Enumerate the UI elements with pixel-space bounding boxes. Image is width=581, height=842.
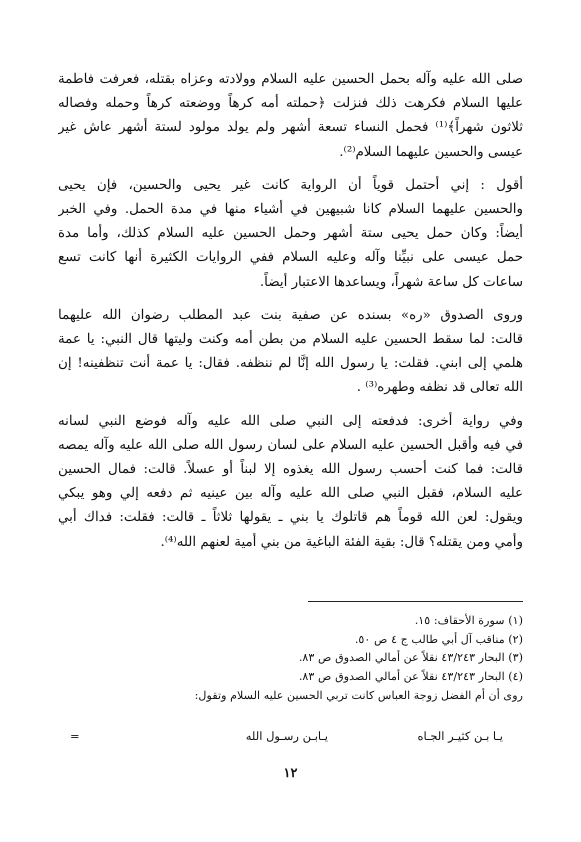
text-line: ثلاثون شهراً﴾⁽¹⁾ فحمل النساء تسعة أشهر ولم يولد مولود لستة أشهر عاش غير: [58, 120, 523, 136]
page-number: ١٢: [283, 766, 298, 781]
text-line: أقول : إني أحتمل قوياً أن الرواية كانت غير يحيى والحسين، فإن يحيى: [58, 177, 523, 193]
text-line: وفي رواية أخرى: فدفعته إلى النبي صلى الله عليه وآله فوضع النبي لسانه: [58, 413, 523, 429]
footnotes: [90, 612, 523, 706]
text-line: عليها السلام فكرهت ذلك فنزلت ﴿حملته أمه كرهاً ووضعته كرهاً وحمله وفصاله: [58, 96, 523, 112]
footnote: (١) سورة الأحقاف: ١٥.: [414, 614, 523, 627]
footnote: (٢) مناقب آل أبي طالب ج ٤ ص ٥٠.: [354, 632, 523, 646]
paragraph-3: [58, 304, 523, 401]
text-line: وأمي ومن يقتله؟ قال: بقية الفئة الباغية من بني أمية لعنهم الله⁽⁴⁾.: [160, 534, 523, 550]
footnote: (٣) البحار ٤٣/٢٤٣ نقلاً عن أمالي الصدوق ص ٨٣.: [298, 651, 523, 665]
text-line: عليه السلام، فقبل النبي صلى الله عليه وآله بين عينيه ثم دفعه إلي وهو يبكي: [58, 486, 523, 502]
paragraph-2: [58, 174, 523, 295]
continuation-mark: =: [70, 729, 80, 743]
verse-line: [70, 729, 523, 749]
paragraph-4: [58, 410, 523, 555]
text-line: هلمي إلى ابني. فقلت: يا رسول الله إنَّا لم ننظفه. فقال: يا عمة أنت تنظفينه! إن: [58, 356, 523, 372]
paragraph-1: [58, 68, 523, 165]
text-line: صلى الله عليه وآله بحمل الحسين عليه السلام وولادته وعزاه بقتله، فعرفت فاطمة: [58, 72, 523, 87]
footnote-note: روى أن أم الفضل زوجة العباس كانت تربي الحسين عليه السلام وتقول:: [194, 689, 523, 703]
footnote: (٤) البحار ٤٣/٢٤٣ نقلاً عن أمالي الصدوق ص ٨٣.: [298, 669, 523, 683]
footnote-divider: [308, 601, 523, 602]
body-text: [58, 68, 523, 564]
verse-hemistich-second: يـا بـن كثيـر الجـاه: [417, 729, 503, 743]
text-line: ساعات كل ساعة شهراً، ويساعدها الاعتبار أيضاً.: [259, 274, 523, 290]
text-line: الله تعالى قد نظفه وطهره⁽³⁾ .: [356, 380, 523, 396]
text-line: في فيه وأقبل الحسين عليه السلام على لسان رسول الله صلى الله عليه وآله يمصه: [58, 437, 523, 453]
text-line: ويقول: لعن الله قوماً هم قاتلوك يا بني ـ يقولها ثلاثاً ـ قالت: فقلت: فداك أبي: [58, 510, 523, 526]
verse-hemistich-first: يـابـن رسـول الله: [245, 729, 328, 743]
text-line: أيضاً: وكان حمل يحيى ستة أشهر وحمل الحسين عليه السلام كذلك، وأما مدة: [58, 226, 523, 242]
text-line: والحسين عليهما السلام كانا شبيهين في أشياء منها في مدة الحمل. وفي الخبر: [58, 202, 523, 218]
text-line: قالت: فما كنت أحسب رسول الله يغذوه إلا لبناً أو عسلاً. قالت: فمال الحسين: [58, 462, 523, 478]
text-line: وروى الصدوق «ره» بسنده عن صفية بنت عبد المطلب رضوان الله عليهما: [58, 307, 523, 323]
text-line: عيسى والحسين عليهما السلام⁽²⁾.: [339, 144, 523, 160]
text-line: قالت: لما سقط الحسين عليه السلام من بطن أمه وكنت وليتها قال النبي: يا عمة: [58, 332, 523, 348]
text-line: حمل عيسى على نبيِّنا وآله وعليه السلام ففي الروايات الكثيرة أنها كانت تسع: [58, 250, 523, 266]
